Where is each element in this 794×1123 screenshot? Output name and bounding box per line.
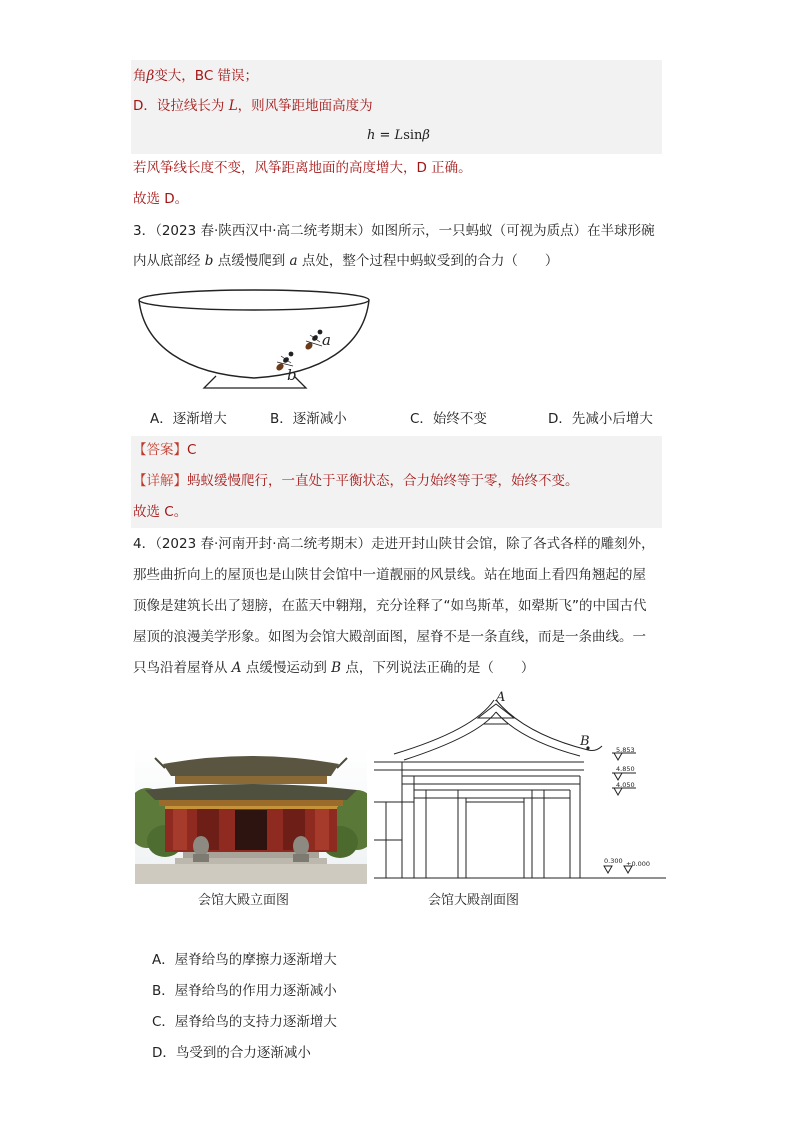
- point-B: B: [331, 660, 342, 676]
- solution-line-4: 若风筝线长度不变，风筝距离地面的高度增大，D 正确。: [133, 160, 472, 176]
- solution-line-5: 故选 D。: [133, 191, 189, 207]
- q4-option-a[interactable]: A．屋脊给鸟的摩擦力逐渐增大: [152, 952, 337, 968]
- q3-answer: [133, 440, 196, 460]
- beta-symbol: β: [146, 68, 155, 84]
- point-A: A: [231, 660, 242, 676]
- label-point-b: b: [287, 366, 297, 384]
- q4-stem-line-3: 顶像是建筑长出了翅膀，在蓝天中翱翔，充分诠释了“如鸟斯革，如翚斯飞”的中国古代: [133, 598, 647, 614]
- hall-elevation-photo: [135, 746, 367, 884]
- q4-stem-line-5: [133, 658, 534, 678]
- text: 只鸟沿着屋脊从: [133, 660, 232, 676]
- elevation-label-3: 4.050: [616, 781, 635, 789]
- elevation-label-ground-right: ±0.000: [626, 860, 651, 868]
- solution-line-1: [133, 66, 258, 86]
- text: 角: [133, 68, 147, 84]
- q3-choose: 故选 C。: [133, 504, 188, 520]
- text: ，则风筝距地面高度为: [237, 98, 373, 114]
- solution-line-2: [133, 96, 373, 116]
- elevation-label-2: 4.850: [616, 765, 635, 773]
- label-point-B: B: [580, 734, 590, 749]
- q3-detail: [133, 471, 579, 491]
- q3-stem-line-2: [133, 251, 558, 271]
- q3-stem-line-1: 3．（2023 春·陕西汉中·高二统考期末）如图所示，一只蚂蚁（可视为质点）在半球形碗: [133, 223, 655, 239]
- sin: sin: [403, 128, 423, 143]
- q4-stem-line-2: 那些曲折向上的屋顶也是山陕甘会馆中一道靓丽的风景线。站在地面上看四角翘起的屋: [133, 567, 646, 583]
- q3-option-a[interactable]: A．逐渐增大: [150, 411, 227, 427]
- var-L: L: [228, 98, 238, 114]
- text: 点，下列说法正确的是（ ）: [341, 660, 535, 676]
- point-b: b: [204, 253, 214, 269]
- caption-elevation: 会馆大殿立面图: [198, 893, 290, 908]
- detail-text: 蚂蚁缓慢爬行，一直处于平衡状态，合力始终等于零，始终不变。: [187, 473, 579, 489]
- text: D．设拉线长为: [133, 98, 229, 114]
- var-h: h: [367, 128, 376, 143]
- elevation-label-1: 5.853: [616, 746, 635, 754]
- eq: =: [375, 128, 395, 143]
- text: 内从底部经: [133, 253, 205, 269]
- var-beta: β: [422, 128, 430, 143]
- q3-option-b[interactable]: B．逐渐减小: [270, 411, 347, 427]
- text: 点处，整个过程中蚂蚁受到的合力（ ）: [297, 253, 559, 269]
- q4-option-b[interactable]: B．屋脊给鸟的作用力逐渐减小: [152, 983, 337, 999]
- elevation-label-ground-left: 0.300: [604, 857, 623, 865]
- ant-icon: [304, 330, 322, 351]
- q3-option-d[interactable]: D．先减小后增大: [548, 411, 653, 427]
- text: 变大，BC 错误；: [154, 68, 259, 84]
- label-point-A: A: [496, 690, 506, 705]
- formula-height: [367, 126, 430, 146]
- caption-section: 会馆大殿剖面图: [428, 893, 520, 908]
- text: 点缓慢爬到: [213, 253, 290, 269]
- label-point-a: a: [322, 331, 331, 349]
- text: 点缓慢运动到: [241, 660, 332, 676]
- q3-option-c[interactable]: C．始终不变: [410, 411, 487, 427]
- answer-tag: 【答案】: [133, 442, 187, 458]
- bowl-figure: [136, 286, 376, 398]
- q4-stem-line-1: 4．（2023 春·河南开封·高二统考期末）走进开封山陕甘会馆，除了各式各样的雕刻外，: [133, 536, 655, 552]
- q4-option-d[interactable]: D．鸟受到的合力逐渐减小: [152, 1045, 311, 1061]
- point-a: a: [289, 253, 298, 269]
- detail-tag: 【详解】: [133, 473, 187, 489]
- q4-option-c[interactable]: C．屋脊给鸟的支持力逐渐增大: [152, 1014, 337, 1030]
- var-L: L: [394, 128, 404, 143]
- answer-value: C: [187, 442, 197, 458]
- q4-stem-line-4: 屋顶的浪漫美学形象。如图为会馆大殿剖面图，屋脊不是一条直线，而是一条曲线。一: [133, 629, 646, 645]
